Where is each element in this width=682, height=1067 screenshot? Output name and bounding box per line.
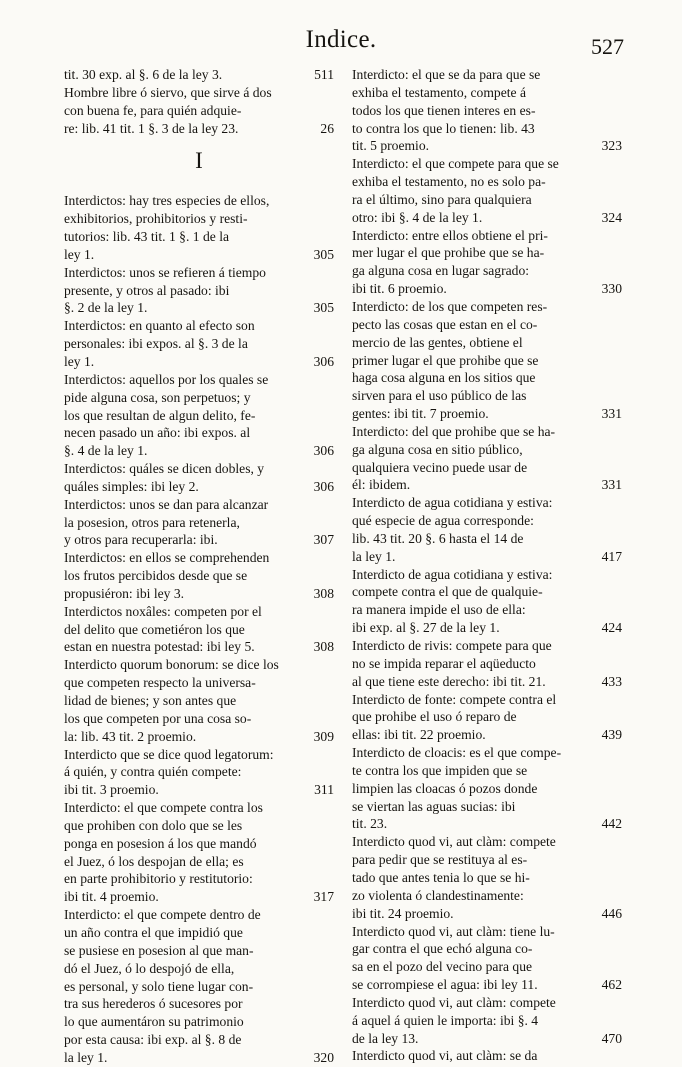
right-entries bbox=[352, 66, 622, 1065]
entry-text: Interdicto de agua cotidiana y estiva: compete contra el que de qualquie- ra manera impide el uso de ella: ibi exp. al §. 27 de la ley 1. bbox=[352, 566, 553, 636]
entry-text: Interdicto de agua cotidiana y estiva: qué especie de agua corresponde: lib. 43 tit. 20 §. 6 hasta el 14 de la ley 1. bbox=[352, 495, 553, 564]
index-entry bbox=[64, 656, 334, 745]
index-entry bbox=[64, 264, 334, 318]
index-entry bbox=[352, 923, 622, 994]
index-entry bbox=[64, 317, 334, 371]
index-entry bbox=[64, 496, 334, 550]
entry-text: Interdicto: el que compete dentro de un año contra el que impidió que se pusiese en posesion al que man- dó el Juez, ó lo despojó de ella, es personal, y solo tiene lugar con- tra sus herederos ó sucesores por lo que aumentáron su patrimonio por esta causa: ibi exp. al §. 8 de la ley 1. bbox=[64, 907, 261, 1065]
entry-text: Interdictos: en ellos se comprehenden los frutos percibidos desde que se propusiéron: ibi ley 3. bbox=[64, 550, 270, 601]
entry-text: Interdicto: el que se da para que se exhiba el testamento, compete á todos los que tienen interes en es- to contra los que lo tienen: lib. 43 tit. 5 proemio. bbox=[352, 67, 541, 154]
entry-page-ref: 308 bbox=[313, 585, 334, 601]
index-entry bbox=[352, 744, 622, 833]
entry-page-ref: 417 bbox=[601, 548, 622, 564]
entry-page-ref: 320 bbox=[313, 1049, 334, 1065]
index-entry bbox=[352, 494, 622, 565]
entry-text: Interdicto de cloacis: es el que compe- te contra los que impiden que se limpien las cloacas ó pozos donde se viertan las aguas sucias: ibi tit. 23. bbox=[352, 745, 562, 832]
entry-text: Interdicto quorum bonorum: se dice los que competen respecto la universa- lidad de bienes; y son antes que los que competen por una cosa so- la: lib. 43 tit. 2 proemio. bbox=[64, 657, 279, 744]
entry-text: Interdicto: el que compete para que se exhiba el testamento, no es solo pa- ra el último, sino para qualquiera otro: ibi §. 4 de la ley 1. bbox=[352, 156, 559, 225]
entry-page-ref: 26 bbox=[320, 120, 334, 136]
entry-page-ref: 462 bbox=[601, 977, 622, 993]
index-entry bbox=[352, 227, 622, 298]
index-column-right bbox=[352, 66, 622, 1065]
index-entry bbox=[352, 691, 622, 745]
index-entry bbox=[64, 603, 334, 657]
entry-text: Interdicto: de los que competen res- pecto las cosas que estan en el co- mercio de las gentes, obtiene el primer lugar el que prohibe que se haga cosa alguna en los sitios que sirven para el uso público de las gentes: ibi tit. 7 proemio. bbox=[352, 298, 548, 422]
index-entry bbox=[64, 84, 334, 138]
entry-page-ref: 309 bbox=[313, 728, 334, 744]
entry-page-ref: 331 bbox=[601, 477, 622, 493]
entry-text: Interdicto quod vi, aut clàm: tiene lu- gar contra el que echó alguna co- sa en el pozo del vecino para que se corrompiese el agua: ibi ley 11. bbox=[352, 923, 555, 993]
entry-page-ref: 306 bbox=[313, 443, 334, 459]
index-entry bbox=[64, 549, 334, 603]
letter-i-entries bbox=[64, 192, 334, 1066]
index-entry bbox=[352, 155, 622, 226]
page-header-title: Indice. bbox=[305, 26, 377, 53]
index-column-left bbox=[64, 66, 334, 1067]
entry-text: Interdictos: quáles se dicen dobles, y quáles simples: ibi ley 2. bbox=[64, 461, 265, 494]
letter-heading: I bbox=[195, 148, 203, 174]
index-entry bbox=[64, 460, 334, 496]
index-entry bbox=[352, 298, 622, 423]
entry-page-ref: 305 bbox=[313, 246, 334, 262]
entry-text: Interdicto: el que compete contra los que prohiben con dolo que se les ponga en posesion á los que mandó el Juez, ó los despojan de ella; es en parte prohibitorio y restitutorio: ibi tit. 4 proemio. bbox=[64, 800, 263, 905]
entry-text: Interdictos: unos se refieren á tiempo presente, y otros al pasado: ibi §. 2 de la ley 1. bbox=[64, 264, 266, 316]
entry-page-ref: 324 bbox=[601, 209, 622, 225]
index-entry bbox=[352, 994, 622, 1048]
entry-text: Interdicto quod vi, aut clàm: compete á aquel á quien le importa: ibi §. 4 de la ley 13. bbox=[352, 994, 556, 1046]
index-entry bbox=[352, 66, 622, 155]
index-entry bbox=[352, 423, 622, 494]
entry-text: Interdicto quod vi, aut clàm: se da bbox=[352, 1048, 538, 1064]
index-entry bbox=[352, 637, 622, 691]
entry-text: Interdictos: unos se dan para alcanzar la posesion, otros para retenerla, y otros para recuperarla: ibi. bbox=[64, 496, 269, 548]
entry-page-ref: 424 bbox=[601, 620, 622, 636]
index-entry bbox=[64, 371, 334, 460]
entry-page-ref: 446 bbox=[601, 905, 622, 921]
entry-page-ref: 308 bbox=[313, 639, 334, 655]
entry-page-ref: 330 bbox=[601, 281, 622, 297]
index-entry bbox=[64, 746, 334, 800]
entry-page-ref: 470 bbox=[601, 1030, 622, 1046]
entry-page-ref: 307 bbox=[313, 532, 334, 548]
entry-text: Hombre libre ó siervo, que sirve á dos con buena fe, para quién adquie- re: lib. 41 tit. 1 §. 3 de la ley 23. bbox=[64, 84, 272, 136]
entry-text: Interdictos: aquellos por los quales se pide alguna cosa, son perpetuos; y los que resultan de algun delito, fe- necen pasado un año: ibi expos. al §. 4 de la ley 1. bbox=[64, 371, 269, 459]
page-number: 527 bbox=[591, 34, 624, 59]
index-entry bbox=[64, 906, 334, 1067]
entry-page-ref: 511 bbox=[314, 67, 334, 82]
entry-page-ref: 331 bbox=[601, 406, 622, 422]
entry-page-ref: 306 bbox=[313, 478, 334, 494]
entry-text: Interdicto quod vi, aut clàm: compete para pedir que se restituya al es- tado que antes tenia lo que se hi- zo violenta ó clandestinamente: ibi tit. 24 proemio. bbox=[352, 834, 556, 921]
entry-text: Interdicto de fonte: compete contra el que prohibe el uso ó reparo de ellas: ibi tit. 22 proemio. bbox=[352, 691, 557, 743]
entry-text: Interdicto: entre ellos obtiene el pri- mer lugar el que prohibe que se ha- ga alguna cosa en lugar sagrado: ibi tit. 6 proemio. bbox=[352, 227, 548, 297]
entry-text: Interdictos: en quanto al efecto son personales: ibi expos. al §. 3 de la ley 1. bbox=[64, 318, 255, 369]
entry-page-ref: 442 bbox=[601, 816, 622, 832]
entry-text: Interdicto: del que prohibe que se ha- ga alguna cosa en sitio público, qualquiera vecino puede usar de él: ibidem. bbox=[352, 423, 556, 493]
index-entry bbox=[64, 799, 334, 906]
index-entry bbox=[64, 192, 334, 263]
entry-page-ref: 311 bbox=[314, 782, 334, 798]
entry-text: Interdicto de rivis: compete para que no se impida reparar el aqüeducto al que tiene este derecho: ibi tit. 21. bbox=[352, 638, 552, 689]
entry-page-ref: 306 bbox=[313, 353, 334, 369]
index-entry bbox=[352, 566, 622, 637]
entry-page-ref: 317 bbox=[313, 889, 334, 905]
entry-page-ref: 433 bbox=[601, 673, 622, 689]
entry-text: Interdicto que se dice quod legatorum: á quién, y contra quién compete: ibi tit. 3 proemio. bbox=[64, 746, 274, 798]
entry-text: Interdictos: hay tres especies de ellos, exhibitorios, prohibitorios y resti- tutorios: lib. 43 tit. 1 §. 1 de la ley 1. bbox=[64, 193, 270, 262]
entry-page-ref: 323 bbox=[601, 138, 622, 154]
index-entry bbox=[352, 833, 622, 922]
carry-over-entries bbox=[64, 66, 334, 137]
entry-page-ref: 305 bbox=[313, 300, 334, 316]
entry-text: Interdictos noxâles: competen por el del delito que cometiéron los que estan en nuestra potestad: ibi ley 5. bbox=[64, 603, 262, 655]
index-entry bbox=[352, 1047, 622, 1065]
entry-text: tit. 30 exp. al §. 6 de la ley 3. bbox=[64, 67, 223, 82]
index-entry bbox=[64, 66, 334, 84]
entry-page-ref: 439 bbox=[601, 727, 622, 743]
